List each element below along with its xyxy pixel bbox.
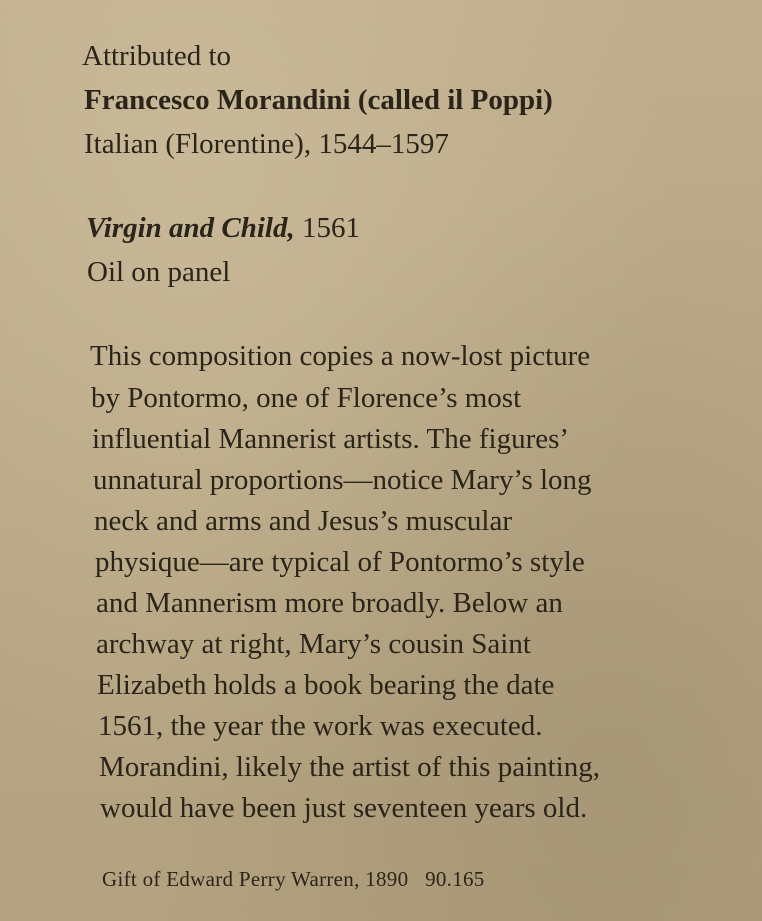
artwork-date: 1561	[302, 212, 360, 244]
artwork-title: Virgin and Child,	[86, 212, 295, 244]
description-line: unnatural proportions—notice Mary’s long	[93, 464, 592, 496]
artwork-title-line	[86, 214, 360, 243]
description-line: and Mannerism more broadly. Below an	[96, 587, 563, 619]
description-line: Elizabeth holds a book bearing the date	[97, 669, 555, 701]
artwork-medium: Oil on panel	[87, 256, 231, 288]
description-line: would have been just seventeen years old.	[100, 792, 588, 824]
description-line: by Pontormo, one of Florence’s most	[91, 382, 522, 414]
credit-text: Gift of Edward Perry Warren, 1890	[102, 867, 409, 891]
artist-name: Francesco Morandini (called il Poppi)	[84, 84, 553, 116]
description-line: influential Mannerist artists. The figures’	[92, 423, 570, 455]
description-line: physique—are typical of Pontormo’s style	[95, 546, 585, 578]
artist-nationality-dates: Italian (Florentine), 1544–1597	[84, 128, 449, 160]
credit-line	[102, 869, 485, 890]
attribution-text: Attributed to	[82, 40, 232, 72]
description-line: archway at right, Mary’s cousin Saint	[96, 628, 531, 660]
description-line: This composition copies a now-lost picture	[90, 340, 591, 372]
description-line: 1561, the year the work was executed.	[98, 710, 543, 742]
accession-number: 90.165	[425, 867, 485, 891]
description-line: Morandini, likely the artist of this painting,	[99, 751, 600, 783]
description-line: neck and arms and Jesus’s muscular	[94, 505, 512, 537]
